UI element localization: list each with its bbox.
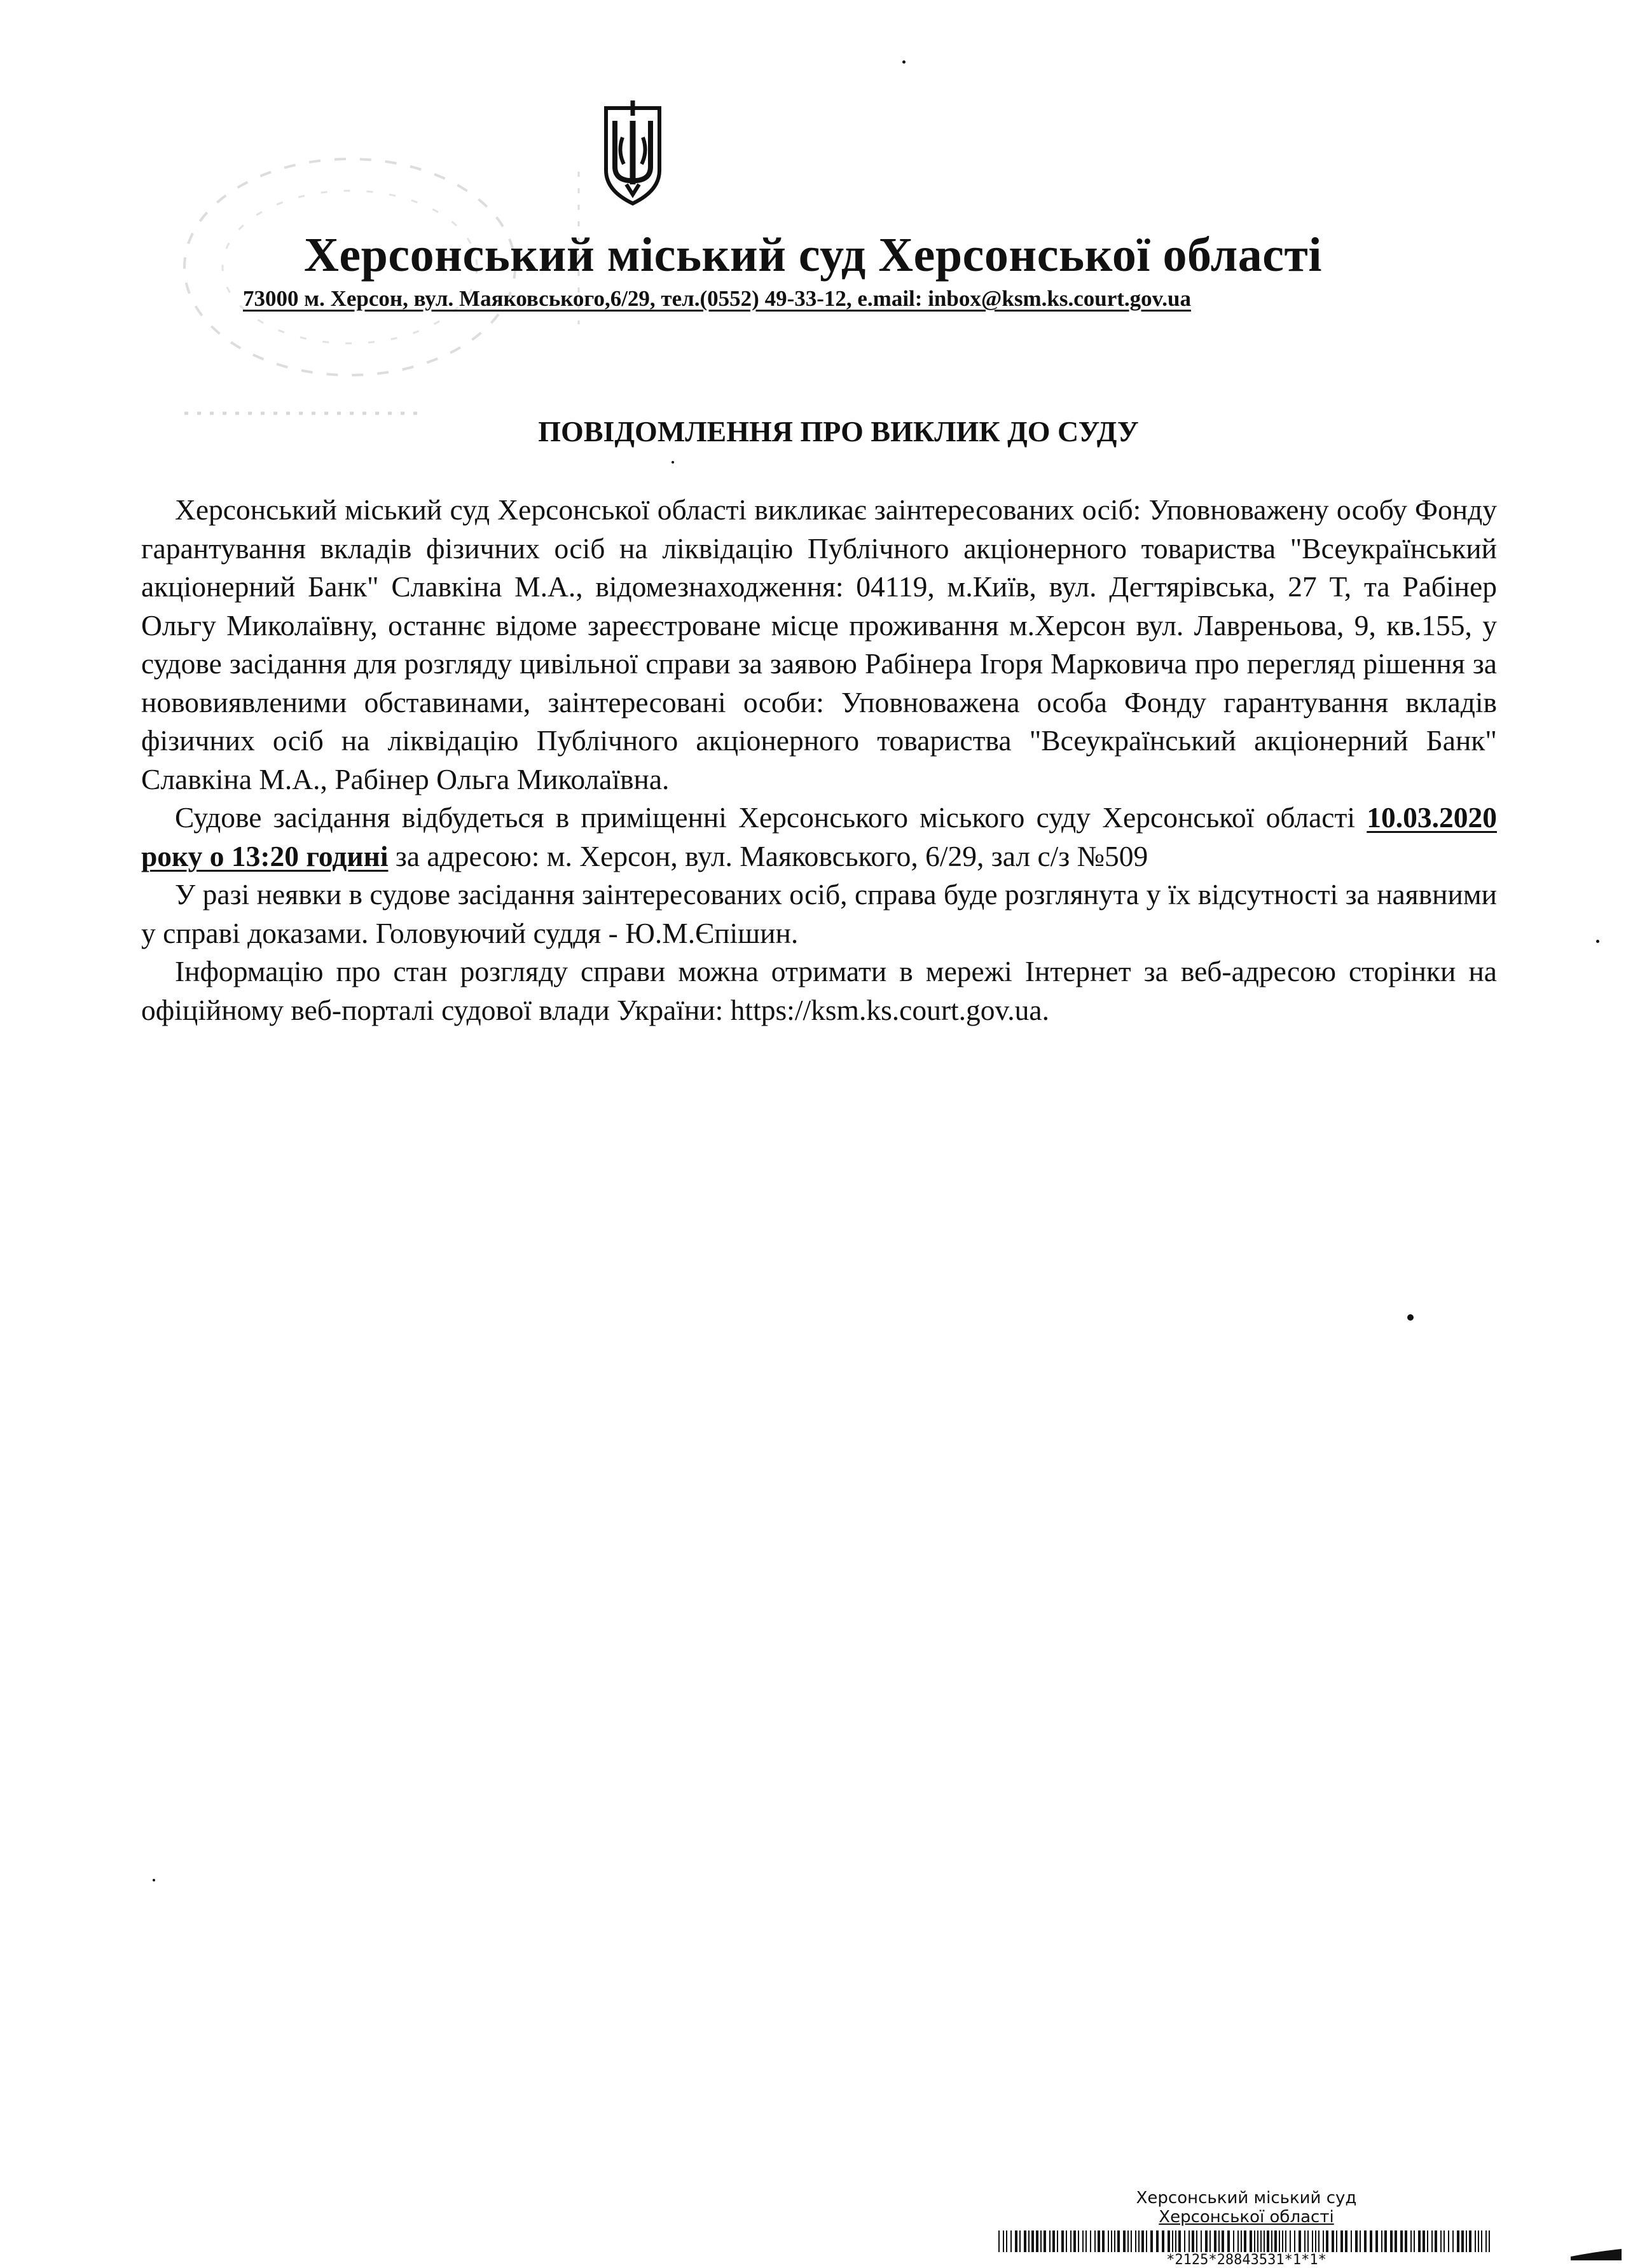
barcode-bar <box>1423 2230 1425 2252</box>
barcode-bar <box>1400 2230 1403 2252</box>
barcode-bar <box>1448 2230 1449 2252</box>
barcode-bar <box>1168 2230 1170 2252</box>
barcode-bar <box>1214 2230 1216 2252</box>
scan-speck <box>1407 1314 1414 1321</box>
registry-stamp <box>998 2189 1494 2267</box>
barcode-bar <box>1332 2230 1334 2252</box>
barcode-bar <box>1201 2230 1202 2252</box>
scan-speck <box>672 461 674 464</box>
barcode-bar <box>1108 2230 1109 2252</box>
barcode-bar <box>1031 2230 1034 2252</box>
barcode-bar <box>1044 2230 1046 2252</box>
barcode-bar <box>1192 2230 1194 2252</box>
barcode-bar <box>1078 2230 1079 2252</box>
barcode-bar <box>1478 2230 1479 2252</box>
barcode-bar <box>1036 2230 1038 2252</box>
paragraph-hearing <box>141 799 1497 876</box>
barcode-bar <box>1294 2230 1295 2252</box>
barcode-bar <box>1264 2230 1265 2252</box>
barcode-bar <box>1290 2230 1291 2252</box>
barcode-bar <box>1443 2230 1445 2252</box>
barcode-bar <box>1485 2230 1487 2252</box>
barcode-bar <box>1162 2230 1164 2252</box>
barcode-number: *2125*28843531*1*1* <box>1166 2252 1326 2268</box>
barcode-bar <box>1323 2230 1324 2252</box>
barcode-bar <box>1271 2230 1272 2252</box>
barcode-bar <box>1370 2230 1372 2252</box>
barcode-bar <box>1003 2230 1004 2252</box>
document-heading: ПОВІДОМЛЕННЯ ПРО ВИКЛИК ДО СУДУ <box>538 415 1139 448</box>
scan-speck <box>1596 940 1599 943</box>
stamp-court-line: Херсонський міський суд <box>1136 2189 1357 2208</box>
barcode-bar <box>1466 2230 1467 2252</box>
barcode-bar <box>1307 2230 1309 2252</box>
barcode-bar <box>1052 2230 1055 2252</box>
barcode-bar <box>1205 2230 1208 2252</box>
barcode-bar <box>1111 2230 1112 2252</box>
barcode-bar <box>1237 2230 1239 2252</box>
barcode-bar <box>1049 2230 1051 2252</box>
barcode-bar <box>1098 2230 1100 2252</box>
barcode-bar <box>1073 2230 1076 2252</box>
barcode-bar <box>1375 2230 1378 2252</box>
barcode-bar <box>1312 2230 1313 2252</box>
page-corner-mark <box>1571 2248 1622 2260</box>
barcode-bar <box>1260 2230 1262 2252</box>
barcode-bar <box>1156 2230 1159 2252</box>
barcode-bar <box>1414 2230 1415 2252</box>
hearing-place-text: Судове засідання відбудеться в приміщенні Херсонського міського суду Херсонської області <box>175 801 1356 834</box>
barcode-bar <box>1326 2230 1328 2252</box>
barcode-bar <box>1196 2230 1197 2252</box>
barcode-bar <box>1102 2230 1105 2252</box>
barcode-bar <box>1340 2230 1343 2252</box>
barcode-bar <box>1233 2230 1234 2252</box>
barcode-bar <box>1066 2230 1067 2252</box>
barcode-bar <box>1254 2230 1255 2252</box>
barcode-bar <box>1094 2230 1096 2252</box>
barcode-bar <box>1431 2230 1433 2252</box>
barcode-bar <box>1127 2230 1129 2252</box>
scan-speck <box>902 60 906 64</box>
barcode-bar <box>1175 2230 1176 2252</box>
barcode-bar <box>1114 2230 1115 2252</box>
barcode-bar <box>1384 2230 1387 2252</box>
barcode-bar <box>1410 2230 1412 2252</box>
barcode-bar <box>1360 2230 1361 2252</box>
barcode-bar <box>1299 2230 1301 2252</box>
barcode-bar <box>1040 2230 1042 2252</box>
court-address-line: 73000 м. Херсон, вул. Маяковського,6/29, тел.(0552) 49-33-12, e.mail: inbox@ksm.ks.court.gov.ua <box>243 286 1191 311</box>
barcode-bar <box>1282 2230 1283 2252</box>
barcode-bar <box>1285 2230 1286 2252</box>
barcode-bar <box>1489 2230 1490 2252</box>
barcode-bar <box>1381 2230 1382 2252</box>
barcode-bar <box>1257 2230 1258 2252</box>
barcode-bar <box>1015 2230 1017 2252</box>
barcode-bar <box>1244 2230 1246 2252</box>
barcode-bar <box>1304 2230 1306 2252</box>
barcode-bar <box>1178 2230 1181 2252</box>
barcode-bar <box>1117 2230 1120 2252</box>
barcode-bar <box>1006 2230 1007 2252</box>
barcode-bar <box>1364 2230 1367 2252</box>
barcode-bar <box>1435 2230 1437 2252</box>
barcode-bar <box>1461 2230 1464 2252</box>
barcode-bar <box>1057 2230 1058 2252</box>
barcode-bar <box>1146 2230 1147 2252</box>
barcode-bar <box>1336 2230 1337 2252</box>
barcode-bar <box>1250 2230 1252 2252</box>
barcode-bar <box>1024 2230 1026 2252</box>
barcode-bar <box>1355 2230 1358 2252</box>
barcode-bar <box>1138 2230 1140 2252</box>
barcode-bar <box>1390 2230 1393 2252</box>
barcode-bar <box>1274 2230 1277 2252</box>
barcode-bar <box>1405 2230 1407 2252</box>
barcode-icon <box>998 2230 1494 2252</box>
ukraine-trident-emblem-icon <box>601 95 665 207</box>
barcode-bar <box>1209 2230 1211 2252</box>
notice-body <box>141 491 1497 1029</box>
stamp-region-line: Херсонської області <box>1159 2208 1334 2227</box>
barcode-bar <box>1082 2230 1084 2252</box>
barcode-bar <box>1172 2230 1173 2252</box>
barcode-bar <box>1222 2230 1224 2252</box>
hearing-address-text: за адресою: м. Херсон, вул. Маяковського, 6/29, зал с/з №509 <box>395 839 1148 872</box>
barcode-bar <box>1345 2230 1347 2252</box>
barcode-bar <box>1469 2230 1471 2252</box>
barcode-bar <box>1090 2230 1091 2252</box>
barcode-bar <box>1131 2230 1132 2252</box>
barcode-bar <box>1267 2230 1269 2252</box>
barcode-bar <box>1440 2230 1442 2252</box>
barcode-bar <box>1085 2230 1087 2252</box>
paragraph-summons: Херсонський міський суд Херсонської області викликає заінтересованих осіб: Уповноважену особу Фонду гарантування вкладів фізичних осіб на ліквідацію Публічного акціонерного товариства "Всеукраїнський акціонерний Банк" Славкіна М.А., відомезнаходження: 04119, м.Київ, вул. Дегтярівська, 27 Т, та Рабінер Ольгу Миколаївну, останнє відоме зареєстроване місце проживання м.Херсон вул. Лавреньова, 9, кв.155, у судове засідання для розгляду цивільної справи за заявою Рабінера Ігоря Марковича про перегляд рішення за нововиявленими обставинами, заінтересовані особи: Уповноважена особа Фонду гарантування вкладів фізичних осіб на ліквідацію Публічного акціонерного товариства "Всеукраїнський акціонерний Банк" Славкіна М.А., Рабінер Ольга Миколаївна. <box>141 493 1497 795</box>
barcode-bar <box>1418 2230 1421 2252</box>
barcode-bar <box>998 2230 1000 2252</box>
barcode-bar <box>1141 2230 1144 2252</box>
barcode-bar <box>1452 2230 1454 2252</box>
barcode-bar <box>1241 2230 1242 2252</box>
barcode-bar <box>1188 2230 1190 2252</box>
hearing-datetime: 10.03.2020 року о 13:20 годині <box>141 801 1497 872</box>
barcode-bar <box>1135 2230 1136 2252</box>
barcode-bar <box>1019 2230 1021 2252</box>
court-name-title: Херсонський міський суд Херсонської області <box>304 228 1322 282</box>
paragraph-absence: У разі неявки в судове засідання заінтересованих осіб, справа буде розглянута у їх відсутності за наявними у справі доказами. Головуючий суддя - Ю.М.Єпішин. <box>141 878 1497 949</box>
barcode-bar <box>1481 2230 1482 2252</box>
barcode-bar <box>1427 2230 1428 2252</box>
barcode-bar <box>1475 2230 1476 2252</box>
barcode-bar <box>1351 2230 1352 2252</box>
scan-speck <box>153 1879 155 1881</box>
barcode-bar <box>1010 2230 1012 2252</box>
barcode-bar <box>1315 2230 1316 2252</box>
barcode-bar <box>1028 2230 1030 2252</box>
barcode-bar <box>1061 2230 1064 2252</box>
paragraph-online-info: Інформацію про стан розгляду справи можна отримати в мережі Інтернет за веб-адресою сторінки на офіційному веб-порталі судової влади України: https://ksm.ks.court.gov.ua. <box>141 955 1497 1026</box>
barcode-bar <box>1184 2230 1185 2252</box>
barcode-bar <box>1150 2230 1153 2252</box>
barcode-bar <box>1218 2230 1220 2252</box>
barcode-bar <box>1123 2230 1126 2252</box>
barcode-bar <box>1279 2230 1280 2252</box>
barcode-bar <box>1070 2230 1071 2252</box>
barcode-bar <box>1227 2230 1230 2252</box>
barcode-bar <box>1457 2230 1459 2252</box>
barcode-bar <box>1395 2230 1397 2252</box>
barcode-bar <box>1318 2230 1319 2252</box>
